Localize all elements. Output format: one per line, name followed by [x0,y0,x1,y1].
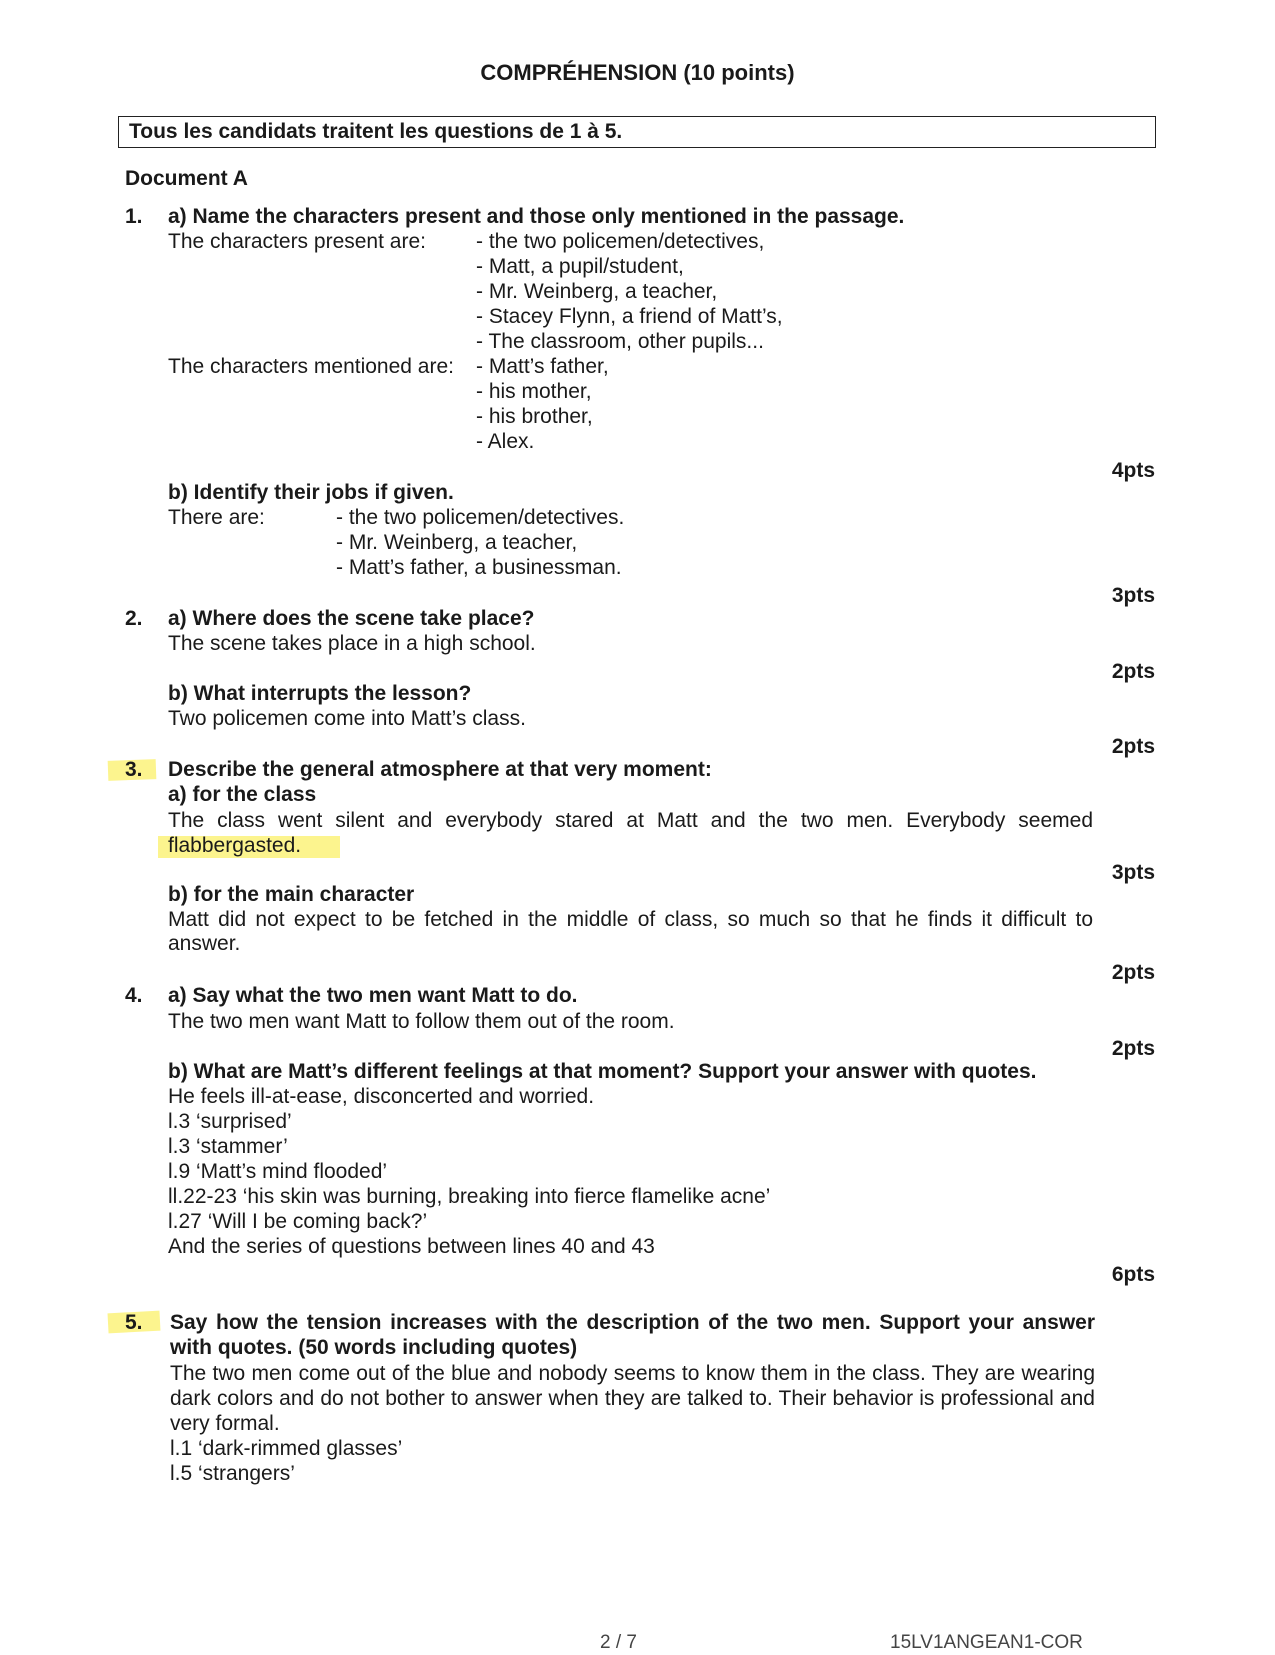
q2a-answer: The scene takes place in a high school. [168,632,536,655]
q1a-question: a) Name the characters present and those only mentioned in the passage. [168,205,905,228]
q3a-question: a) for the class [168,783,317,806]
q2b-points: 2pts [1111,735,1155,758]
q5-answer: The two men come out of the blue and nobody seems to know them in the class. They are wearing dark colors and do not bother to answer when they are talked to. Their behavior is professional and very formal. [170,1362,1095,1435]
q3b-answer: Matt did not expect to be fetched in the middle of class, so much so that he finds it difficult to answer. [168,908,1093,955]
q1-mentioned-item: - his mother, [476,380,592,403]
q3-question: Describe the general atmosphere at that very moment: [168,758,712,781]
q4-quote: ll.22-23 ‘his skin was burning, breaking into fierce flamelike acne’ [168,1185,771,1208]
q1-mentioned-item: - Matt’s father, [476,355,609,378]
q1-mentioned-label: The characters mentioned are: [168,355,454,378]
instructions-banner [118,116,1156,148]
q1-mentioned-item: - Alex. [476,430,535,453]
q1-job-item: - the two policemen/detectives. [336,506,625,529]
q1a-points: 4pts [1111,459,1155,482]
page-title: COMPRÉHENSION (10 points) [480,60,795,85]
q4-quote: l.3 ‘surprised’ [168,1110,292,1133]
q1b-points: 3pts [1111,584,1155,607]
q4b-points: 6pts [1111,1263,1155,1286]
q2b-question: b) What interrupts the lesson? [168,682,472,705]
q5-number: 5. [125,1311,143,1334]
q5-quote: l.1 ‘dark-rimmed glasses’ [170,1437,403,1460]
q3b-points: 2pts [1111,961,1155,984]
q4-quote: l.3 ‘stammer’ [168,1135,288,1158]
page-number: 2 / 7 [600,1632,637,1653]
q4a-answer: The two men want Matt to follow them out of the room. [168,1010,675,1033]
q1-mentioned-item: - his brother, [476,405,593,428]
q1b-label: There are: [168,506,265,529]
document-code: 15LV1ANGEAN1-COR [890,1632,1083,1653]
q4b-answer: He feels ill-at-ease, disconcerted and worried. [168,1085,595,1108]
q4-quote: l.9 ‘Matt’s mind flooded’ [168,1160,388,1183]
q1b-question: b) Identify their jobs if given. [168,481,454,504]
document-label: Document A [125,167,248,190]
q4-quote: l.27 ‘Will I be coming back?’ [168,1210,428,1233]
q3b-question: b) for the main character [168,883,415,906]
q1-present-item: - Matt, a pupil/student, [476,255,684,278]
q1-present-item: - the two policemen/detectives, [476,230,765,253]
q1-job-item: - Mr. Weinberg, a teacher, [336,531,578,554]
q2a-points: 2pts [1111,660,1155,683]
q4-number: 4. [125,984,143,1007]
q2a-question: a) Where does the scene take place? [168,607,535,630]
q1-job-item: - Matt’s father, a businessman. [336,556,622,579]
q5-question: Say how the tension increases with the description of the two men. Support your answer with quotes. (50 words including quotes) [170,1311,1095,1359]
q1-present-label: The characters present are: [168,230,426,253]
q3a-answer-line1: The class went silent and everybody stared at Matt and the two men. Everybody seemed [168,809,1093,832]
q3a-points: 3pts [1111,861,1155,884]
q4a-question: a) Say what the two men want Matt to do. [168,984,578,1007]
q1-present-item: - Mr. Weinberg, a teacher, [476,280,718,303]
q2b-answer: Two policemen come into Matt’s class. [168,707,526,730]
q4a-points: 2pts [1111,1037,1155,1060]
q1-present-item: - Stacey Flynn, a friend of Matt’s, [476,305,783,328]
q1-present-item: - The classroom, other pupils... [476,330,764,353]
q3a-answer-line2: flabbergasted. [168,834,302,857]
q2-number: 2. [125,607,143,630]
q5-quote: l.5 ‘strangers’ [170,1462,295,1485]
q1-number: 1. [125,205,143,228]
q4-quote: And the series of questions between lines 40 and 43 [168,1235,655,1258]
q4b-question: b) What are Matt’s different feelings at that moment? Support your answer with quotes. [168,1060,1037,1083]
instructions-text: Tous les candidats traitent les questions de 1 à 5. [129,120,623,143]
q3-number: 3. [125,758,143,781]
